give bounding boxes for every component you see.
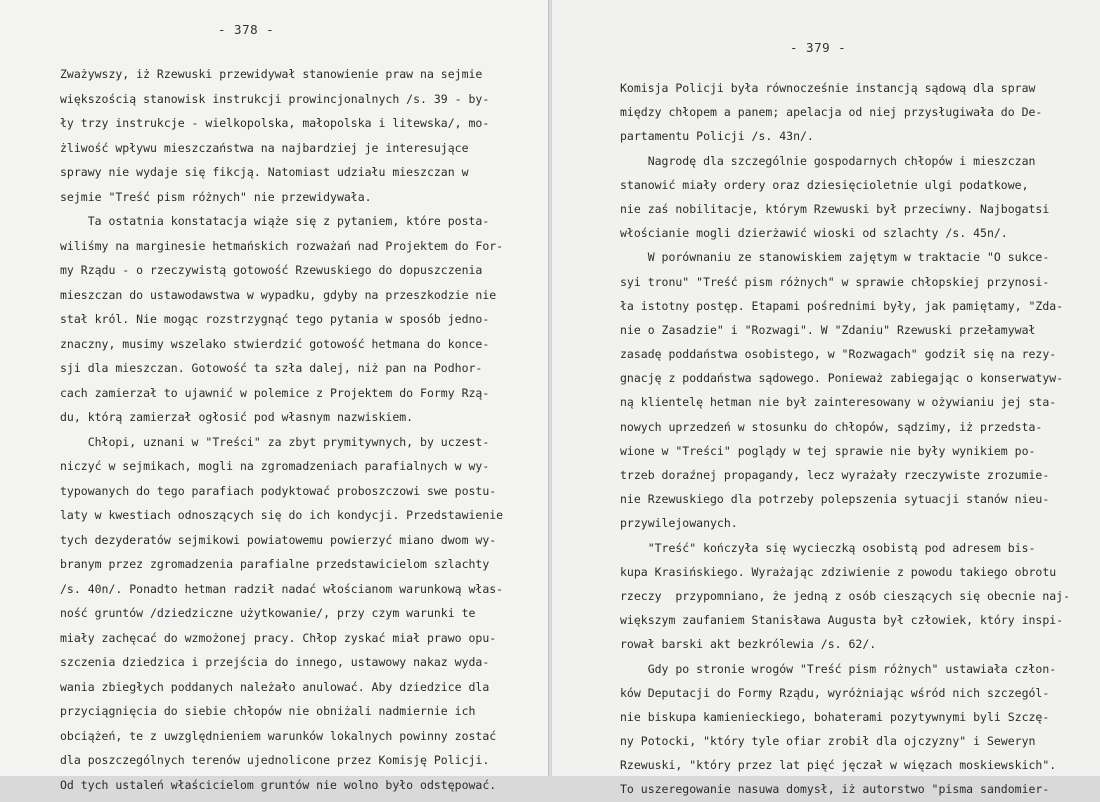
text-line: wiliśmy na marginesie hetmańskich rozważań nad Projektem do For- [60,238,504,253]
text-line: my Rządu - o rzeczywistą gotowość Rzewuskiego do dopuszczenia [60,263,483,277]
text-line: typowanych do tego parafiach podyktować proboszczowi swe postu- [60,483,497,498]
text-line: żliwość wpływu mieszczaństwa na najbardziej je interesujące [60,140,469,155]
text-line: nie biskupa kamienieckiego, bohaterami pozytywnymi byli Szczę- [620,709,1050,724]
text-line: ną klientelę hetman nie był zainteresowany w ożywianiu jej sta- [620,395,1057,410]
page-number: - 378 - [218,22,275,37]
text-line: Komisja Policji była równocześnie instancją sądową dla spraw [620,81,1036,95]
text-line: wania zbiegłych poddanych należało anulować. Aby dziedzice dla [60,679,490,694]
text-line: znaczny, musimy wszelako stwierdzić gotowość hetmana do konce- [60,336,490,351]
text-line: Rzewuski, "który przez lat pięć jęczał w więzach moskiewskich". [620,758,1057,773]
text-line: syi tronu" "Treść pism różnych" w sprawie chłopskiej przynosi- [620,274,1050,289]
text-line: zasadę poddaństwa osobistego, w "Rozwagach" godził się na rezy- [620,347,1057,362]
text-line: większością stanowisk instrukcji prowincjonalnych /s. 39 - by- [60,91,490,106]
text-line: niczyć w sejmikach, mogli na zgromadzeniach parafialnych w wy- [60,459,490,473]
page-body-text [60,62,504,797]
text-line: sji dla mieszczan. Gotowość ta szła dalej, niż pan na Podhor- [60,361,483,375]
text-line: mieszczan do ustawodawstwa w wypadku, gdyby na przeszkodzie nie [60,287,497,302]
text-line: Zważywszy, iż Rzewuski przewidywał stanowienie praw na sejmie [60,67,483,81]
text-line: Nagrodę dla szczególnie gospodarnych chłopów i mieszczan [620,153,1036,168]
text-line: miały zachęcać do wzmożonej pracy. Chłop zyskać miał prawo opu- [60,630,497,645]
text-line: Gdy po stronie wrogów "Treść pism różnych" ustawiała człon- [620,661,1057,676]
text-line: przyciągnięcia do siebie chłopów nie obniżali nadmiernie ich [60,704,476,718]
text-line: partamentu Policji /s. 43n/. [620,129,814,144]
text-line: W porównaniu ze stanowiskiem zajętym w traktacie "O sukce- [620,250,1050,265]
text-line: nowych uprzedzeń w stosunku do chłopów, sądzimy, iż przedsta- [620,419,1043,434]
text-line: szczenia dziedzica i przejścia do innego, ustawowy nakaz wyda- [60,655,490,669]
text-line: /s. 40n/. Ponadto hetman radził nadać włościanom warunkową włas- [60,581,504,596]
text-line: między chłopem a panem; apelacja od niej przysługiwała do De- [620,105,1043,120]
text-line: przywilejowanych. [620,516,738,531]
text-line: ła istotny postęp. Etapami pośrednimi były, jak pamiętamy, "Zda- [620,298,1064,313]
text-line: rował barski akt bezkrólewia /s. 62/. [620,637,877,652]
text-line: sejmie "Treść pism różnych" nie przewidywała. [60,189,372,204]
text-line: kupa Krasińskiego. Wyrażając zdziwienie z powodu takiego obrotu [620,564,1057,579]
left-page [0,0,548,792]
text-line: ków Deputacji do Formy Rządu, wyróżniając wśród nich szczegól- [620,685,1050,700]
text-line: nie zaś nobilitacje, którym Rzewuski był przeciwny. Najbogatsi [620,201,1050,216]
text-line: Ta ostatnia konstatacja wiąże się z pytaniem, które posta- [60,214,490,228]
text-line: większym zaufaniem Stanisława Augusta był człowiek, który inspi- [620,613,1064,628]
text-line: To uszeregowanie nasuwa domysł, iż autorstwo "pisma sandomier- [620,782,1050,797]
text-line: Od tych ustaleń właścicielom gruntów nie wolno było odstępować. [60,777,497,792]
text-line: nie Rzewuskiego dla potrzeby polepszenia sytuacji stanów nieu- [620,492,1050,507]
text-line: tych dezyderatów sejmikowi powiatowemu powierzyć miano dwom wy- [60,532,497,547]
text-line: stał król. Nie mogąc rozstrzygnąć tego pytania w sposób jedno- [60,312,490,326]
text-line: du, którą zamierzał ogłosić pod własnym nazwiskiem. [60,410,414,424]
text-line: branym przez zgromadzenia parafialne przedstawicielom szlachty [60,557,490,571]
text-line: rzeczy przypomniano, że jedną z osób cieszących się obecnie naj- [620,588,1071,603]
right-page [552,0,1100,797]
text-line: ność gruntów /dziedziczne użytkowanie/, przy czym warunki te [60,606,476,620]
text-line: sprawy nie wydaje się fikcją. Natomiast udziału mieszczan w [60,165,469,179]
text-line: laty w kwestiach odnoszących się do ich kondycji. Przedstawienie [60,508,504,522]
text-line: stanowić miały ordery oraz dziesięcioletnie ulgi podatkowe, [620,177,1029,192]
text-line: nie o Zasadzie" i "Rozwagi". W "Zdaniu" Rzewuski przełamywał [620,322,1036,337]
text-line: trzeb doraźnej propagandy, lecz wyrażały rzeczywiste zrozumie- [620,468,1050,482]
page-body-text [620,76,1071,802]
text-line: ny Potocki, "który tyle ofiar zrobił dla ojczyzny" i Seweryn [620,734,1036,749]
text-line: gnację z poddaństwa sądowego. Ponieważ zabiegając o konserwatyw- [620,371,1064,386]
text-line: "Treść" kończyła się wycieczką osobistą pod adresem bis- [620,540,1036,555]
text-line: włościanie mogli dzierżawić wioski od szlachty /s. 45n/. [620,226,1008,241]
text-line: obciążeń, te z uwzględnieniem warunków lokalnych powinny zostać [60,728,497,743]
page-number: - 379 - [790,40,847,55]
text-line: wione w "Treści" poglądy w tej sprawie nie były wynikiem po- [620,443,1036,458]
text-line: dla poszczególnych terenów ujednolicone przez Komisję Policji. [60,753,490,767]
text-line: cach zamierzał to ujawnić w polemice z Projektem do Formy Rzą- [60,385,490,400]
text-line: ły trzy instrukcje - wielkopolska, małopolska i litewska/, mo- [60,116,490,130]
text-line: Chłopi, uznani w "Treści" za zbyt prymitywnych, by uczest- [60,434,490,449]
